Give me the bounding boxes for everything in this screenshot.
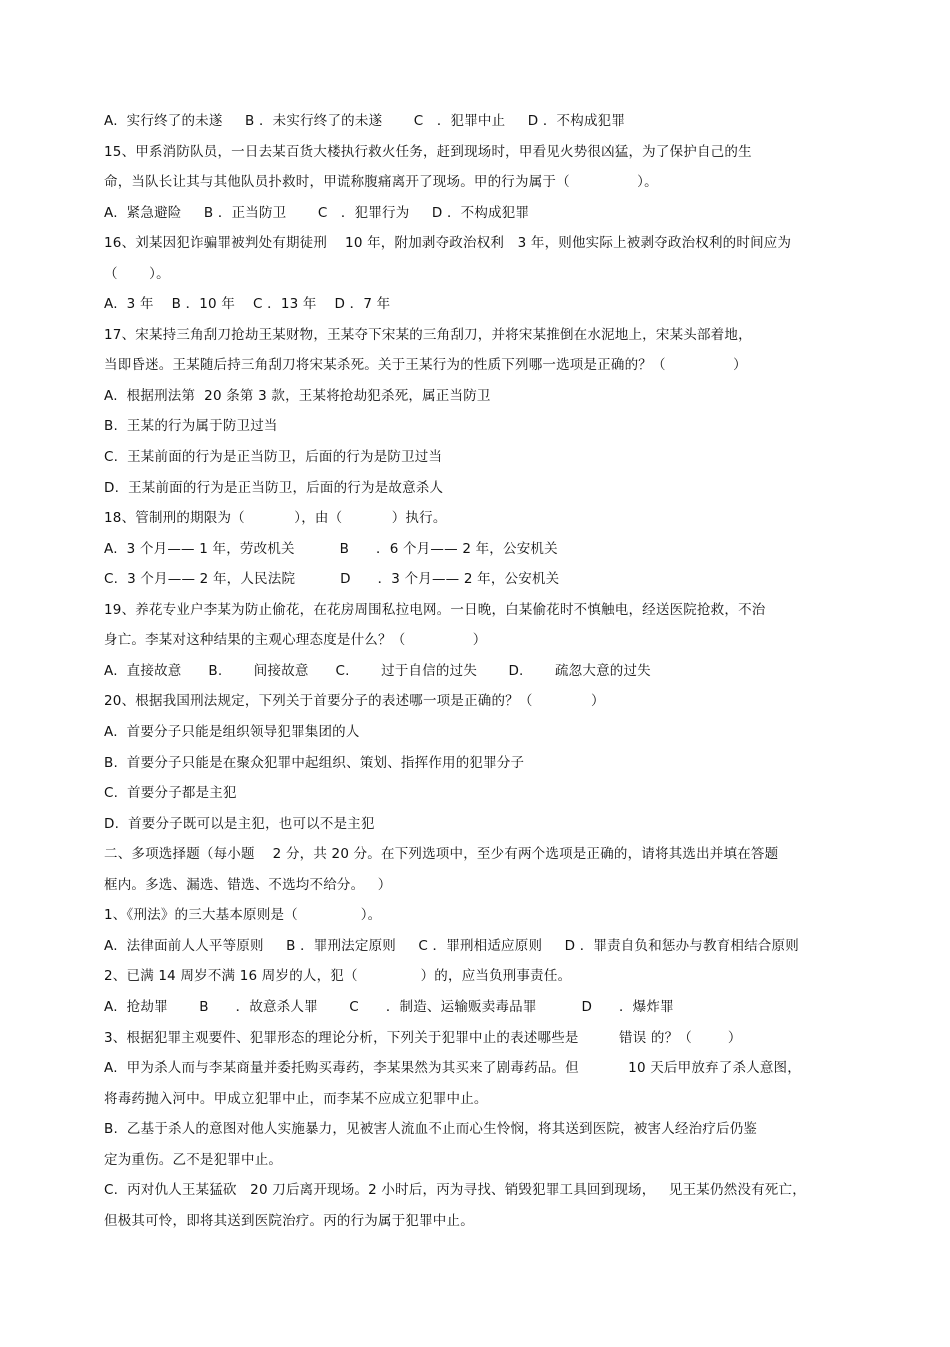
q17-option-c: C. 王某前面的行为是正当防卫，后面的行为是防卫过当 bbox=[104, 449, 443, 465]
q17-stem-line2: 当即昏迷。王某随后持三角刮刀将宋某杀死。关于王某行为的性质下列哪一选项是正确的？（ ） bbox=[104, 357, 747, 373]
q18-stem: 18、管制刑的期限为（ ），由（ ）执行。 bbox=[104, 510, 447, 526]
mq3-option-a-line1: A. 甲为杀人而与李某商量并委托购买毒药，李某果然为其买来了剧毒药品。但 10 天后甲放弃了杀人意图， bbox=[104, 1060, 801, 1076]
q15-stem-line1: 15、甲系消防队员，一日去某百货大楼执行救火任务，赶到现场时，甲看见火势很凶猛，为了保护自己的生 bbox=[104, 144, 752, 160]
q19-stem-line1: 19、养花专业户李某为防止偷花，在花房周围私拉电网。一日晚，白某偷花时不慎触电，经送医院抢救，不治 bbox=[104, 602, 766, 618]
q16-options: A. 3 年 B ．10 年 C ．13 年 D ．7 年 bbox=[104, 296, 391, 312]
mq3-option-c-line1: C. 丙对仇人王某猛砍 20 刀后离开现场。2 小时后，丙为寻找、销毁犯罪工具回到现场， 见王某仍然没有死亡， bbox=[104, 1182, 806, 1198]
q20-option-b: B. 首要分子只能是在聚众犯罪中起组织、策划、指挥作用的犯罪分子 bbox=[104, 755, 525, 771]
mq2-stem: 2、已满 14 周岁不满 16 周岁的人，犯（ ）的，应当负刑事责任。 bbox=[104, 968, 572, 984]
mq1-options: A. 法律面前人人平等原则 B ．罪刑法定原则 C ．罪刑相适应原则 D ．罪责自负和惩办与教育相结合原则 bbox=[104, 938, 799, 954]
section2-heading-line1: 二、多项选择题（每小题 2 分，共 20 分。在下列选项中，至少有两个选项是正确的，请将其选出并填在答题 bbox=[104, 846, 779, 862]
q15-options: A. 紧急避险 B ．正当防卫 C ．犯罪行为 D ．不构成犯罪 bbox=[104, 205, 530, 221]
q19-options: A. 直接故意 B. 间接故意 C. 过于自信的过失 D. 疏忽大意的过失 bbox=[104, 663, 651, 679]
q17-option-b: B. 王某的行为属于防卫过当 bbox=[104, 418, 278, 434]
q18-options-cd: C. 3 个月—— 2 年，人民法院 D ．3 个月—— 2 年，公安机关 bbox=[104, 571, 560, 587]
q16-stem-line2: （ ）。 bbox=[104, 266, 170, 282]
q20-option-d: D. 首要分子既可以是主犯，也可以不是主犯 bbox=[104, 816, 375, 832]
q15-stem-line2: 命，当队长让其与其他队员扑救时，甲谎称腹痛离开了现场。甲的行为属于（ ）。 bbox=[104, 174, 658, 190]
q18-options-ab: A. 3 个月—— 1 年，劳改机关 B ．6 个月—— 2 年，公安机关 bbox=[104, 541, 558, 557]
q19-stem-line2: 身亡。李某对这种结果的主观心理态度是什么？（ ） bbox=[104, 632, 487, 648]
q16-stem-line1: 16、刘某因犯诈骗罪被判处有期徒刑 10 年，附加剥夺政治权利 3 年，则他实际上被剥夺政治权利的时间应为 bbox=[104, 235, 792, 251]
mq3-option-b-line1: B. 乙基于杀人的意图对他人实施暴力，见被害人流血不止而心生怜悯，将其送到医院，被害人经治疗后仍鉴 bbox=[104, 1121, 758, 1137]
mq3-option-b-line2: 定为重伤。乙不是犯罪中止。 bbox=[104, 1152, 283, 1168]
q20-option-a: A. 首要分子只能是组织领导犯罪集团的人 bbox=[104, 724, 360, 740]
mq1-stem: 1、《刑法》的三大基本原则是（ ）。 bbox=[104, 907, 382, 923]
q14-options: A. 实行终了的未遂 B ．未实行终了的未遂 C ．犯罪中止 D ．不构成犯罪 bbox=[104, 113, 626, 129]
mq3-stem: 3、根据犯罪主观要件、犯罪形态的理论分析，下列关于犯罪中止的表述哪些是 错误 的？（ ） bbox=[104, 1030, 742, 1046]
q20-stem: 20、根据我国刑法规定，下列关于首要分子的表述哪一项是正确的？（ ） bbox=[104, 693, 605, 709]
mq3-option-c-line2: 但极其可怜，即将其送到医院治疗。丙的行为属于犯罪中止。 bbox=[104, 1213, 474, 1229]
mq2-options: A. 抢劫罪 B ．故意杀人罪 C ．制造、运输贩卖毒品罪 D ．爆炸罪 bbox=[104, 999, 674, 1015]
q17-stem-line1: 17、宋某持三角刮刀抢劫王某财物，王某夺下宋某的三角刮刀，并将宋某推倒在水泥地上，宋某头部着地， bbox=[104, 327, 752, 343]
mq3-option-a-line2: 将毒药抛入河中。甲成立犯罪中止，而李某不应成立犯罪中止。 bbox=[104, 1091, 488, 1107]
q17-option-d: D. 王某前面的行为是正当防卫，后面的行为是故意杀人 bbox=[104, 480, 444, 496]
section2-heading-line2: 框内。多选、漏选、错选、不选均不给分。 ） bbox=[104, 877, 392, 893]
q20-option-c: C. 首要分子都是主犯 bbox=[104, 785, 237, 801]
q17-option-a: A. 根据刑法第 20 条第 3 款，王某将抢劫犯杀死，属正当防卫 bbox=[104, 388, 491, 404]
